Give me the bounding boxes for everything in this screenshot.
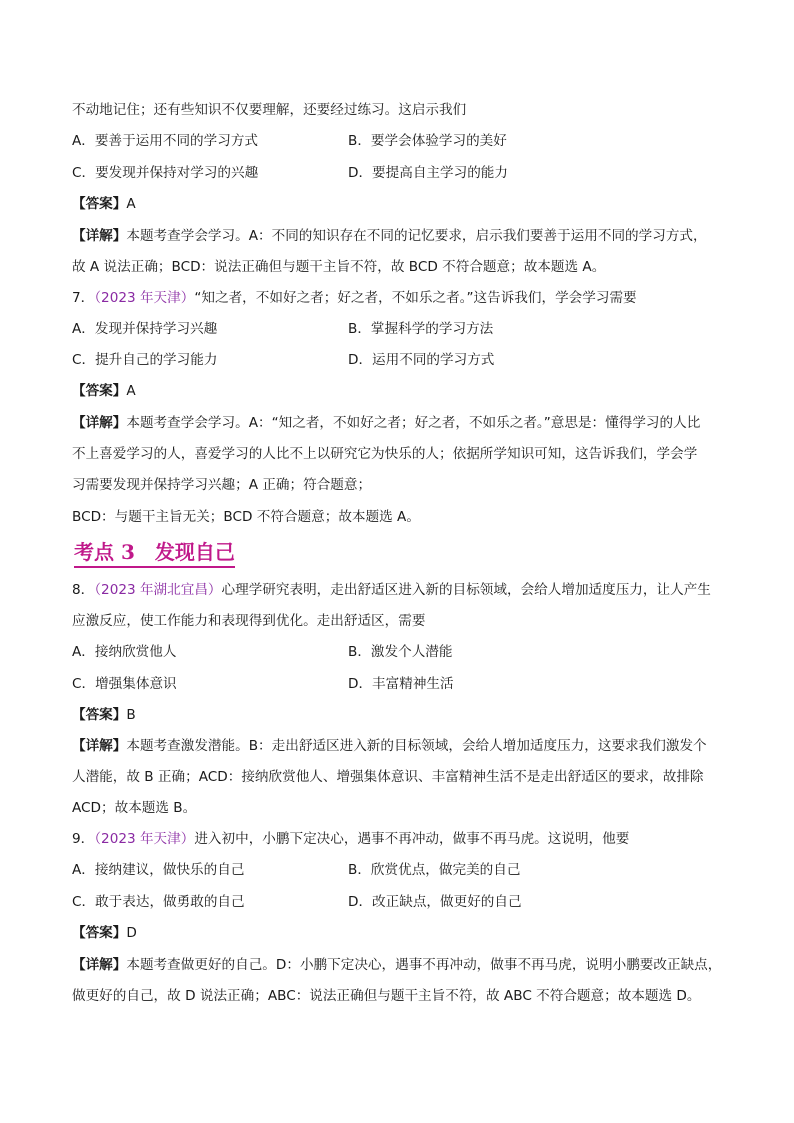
q8-option-c: C．增强集体意识 [72,676,177,692]
question-text: 进入初中，小鹏下定决心，遇事不再冲动，做事不再马虎。这说明，他要 [194,831,630,847]
q8-detail-line-3: ACD；故本题选 B。 [72,800,197,816]
q9-option-c: C．敢于表达，做勇敢的自己 [72,894,245,910]
q7-detail-line-4: BCD：与题干主旨无关；BCD 不符合题意；故本题选 A。 [72,509,420,525]
answer-value: A [126,383,136,399]
q8-option-d: D．丰富精神生活 [348,676,454,692]
q6-detail-line-2: 故 A 说法正确；BCD：说法正确但与题干主旨不符，故 BCD 不符合题意；故本题选 A。 [72,259,606,275]
q8-detail-line-1 [72,736,707,756]
detail-label: 【详解】 [72,415,127,431]
question-number: 9． [72,831,95,847]
q7-option-b: B．掌握科学的学习方法 [348,321,494,337]
answer-label: 【答案】 [72,707,127,723]
answer-label: 【答案】 [72,196,127,212]
q6-option-d: D．要提高自主学习的能力 [348,165,508,181]
q7-detail-line-3: 习需要发现并保持学习兴趣；A 正确；符合题意； [72,477,372,493]
q6-detail-line-1 [72,226,707,246]
detail-label: 【详解】 [72,738,127,754]
answer-label: 【答案】 [72,383,127,399]
q7-detail-line-1 [72,413,700,433]
answer-value: B [126,707,136,723]
q9-detail-line-1 [72,955,721,975]
q9-option-b: B．欣赏优点，做完美的自己 [348,862,521,878]
section-heading: 考点 3 发现自己 [74,538,235,568]
q7-detail-line-2: 不上喜爱学习的人，喜爱学习的人比不上以研究它为快乐的人；依据所学知识可知，这告诉我们，学会学 [72,446,698,462]
q7-option-a: A．发现并保持学习兴趣 [72,321,218,337]
detail-text: 本题考查做更好的自己。D：小鹏下定决心，遇事不再冲动，做事不再马虎，说明小鹏要改正缺点， [126,957,722,973]
answer-label: 【答案】 [72,925,127,941]
q8-option-a: A．接纳欣赏他人 [72,644,177,660]
q6-answer [72,194,136,214]
q9-option-d: D．改正缺点，做更好的自己 [348,894,522,910]
q6-option-b: B．要学会体验学习的美好 [348,133,507,149]
q9-option-a: A．接纳建议，做快乐的自己 [72,862,245,878]
q9-detail-line-2: 做更好的自己，故 D 说法正确；ABC：说法正确但与题干主旨不符，故 ABC 不符合题意；故本题选 D。 [72,988,701,1004]
question-number: 7． [72,290,95,306]
q6-option-a: A．要善于运用不同的学习方式 [72,133,259,149]
q9-answer [72,923,137,943]
q6-option-c: C．要发现并保持对学习的兴趣 [72,165,259,181]
q7-option-d: D．运用不同的学习方式 [348,352,495,368]
question-source: （2023 年天津） [94,290,195,306]
q7-option-c: C．提升自己的学习能力 [72,352,218,368]
q9-stem [72,829,629,849]
question-text: 心理学研究表明，走出舒适区进入新的目标领域，会给人增加适度压力，让人产生 [221,582,711,598]
q8-detail-line-2: 人潜能，故 B 正确；ACD：接纳欣赏他人、增强集体意识、丰富精神生活不是走出舒适区的要求，故排除 [72,769,704,785]
question-text: “知之者，不如好之者；好之者，不如乐之者。”这告诉我们，学会学习需要 [194,290,637,306]
q8-stem-line-1 [72,580,711,600]
q8-option-b: B．激发个人潜能 [348,644,453,660]
detail-text: 本题考查学会学习。A：“知之者，不如好之者；好之者，不如乐之者。”意思是：懂得学习的人比 [126,415,701,431]
q7-answer [72,381,136,401]
detail-label: 【详解】 [72,228,127,244]
q7-stem [72,288,637,308]
detail-label: 【详解】 [72,957,127,973]
q8-stem-line-2: 应激反应，使工作能力和表现得到优化。走出舒适区，需要 [72,613,426,629]
answer-value: D [126,925,137,941]
question-source: （2023 年湖北宜昌） [94,582,222,598]
question-source: （2023 年天津） [94,831,195,847]
answer-value: A [126,196,136,212]
q8-answer [72,705,136,725]
detail-text: 本题考查激发潜能。B：走出舒适区进入新的目标领域，会给人增加适度压力，这要求我们激发个 [126,738,707,754]
question-number: 8． [72,582,95,598]
q6-stem: 不动地记住；还有些知识不仅要理解，还要经过练习。这启示我们 [72,102,467,118]
detail-text: 本题考查学会学习。A：不同的知识存在不同的记忆要求，启示我们要善于运用不同的学习方式， [126,228,707,244]
